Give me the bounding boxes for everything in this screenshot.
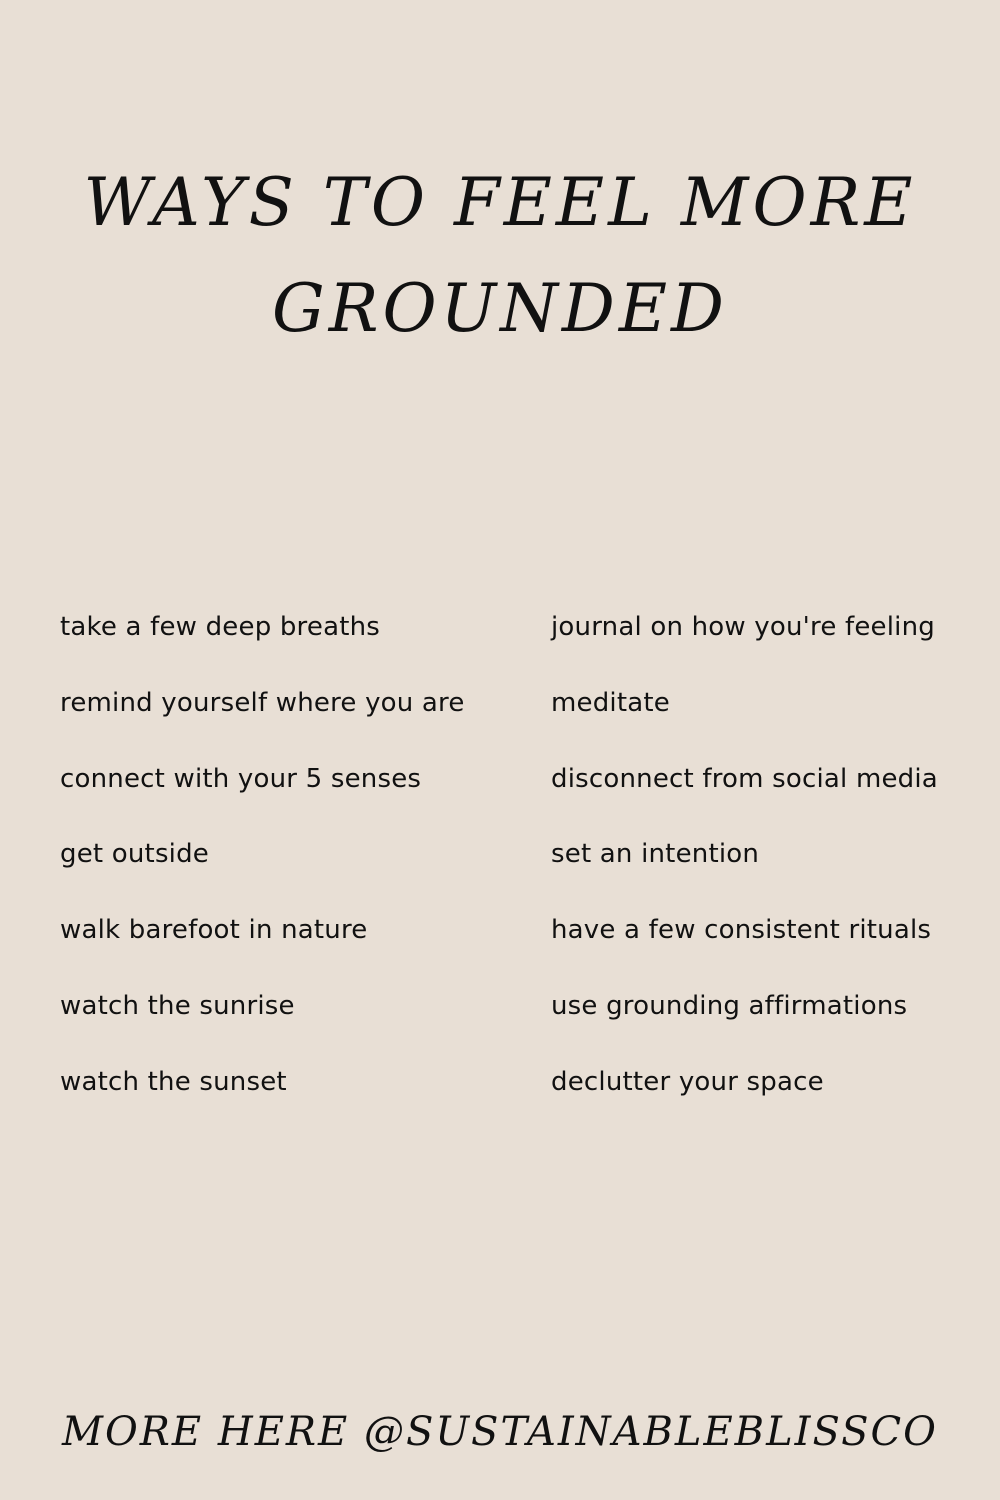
list-item: set an intention: [551, 839, 760, 870]
list-item: declutter your space: [551, 1066, 824, 1097]
page-title: [0, 150, 1000, 362]
list-item: journal on how you're feeling: [551, 612, 935, 642]
list-item: take a few deep breaths: [60, 612, 381, 642]
list-item: get outside: [60, 839, 210, 870]
right-tips-list: [551, 590, 938, 1121]
list-item: meditate: [551, 687, 670, 718]
list-item: connect with your 5 senses: [60, 763, 422, 794]
list-item: use grounding affirmations: [551, 990, 908, 1021]
list-item: have a few consistent rituals: [551, 915, 932, 946]
title-line-2: GROUNDED: [272, 270, 728, 347]
footer-handle: MORE HERE @SUSTAINABLEBLISSCO: [62, 1409, 938, 1455]
list-item: disconnect from social media: [551, 763, 938, 794]
list-item: watch the sunset: [60, 1066, 287, 1097]
title-line-1: WAYS TO FEEL MORE: [83, 164, 917, 241]
list-item: remind yourself where you are: [60, 687, 465, 718]
list-item: walk barefoot in nature: [60, 915, 368, 946]
list-item: watch the sunrise: [60, 990, 295, 1021]
left-tips-list: [60, 590, 465, 1121]
